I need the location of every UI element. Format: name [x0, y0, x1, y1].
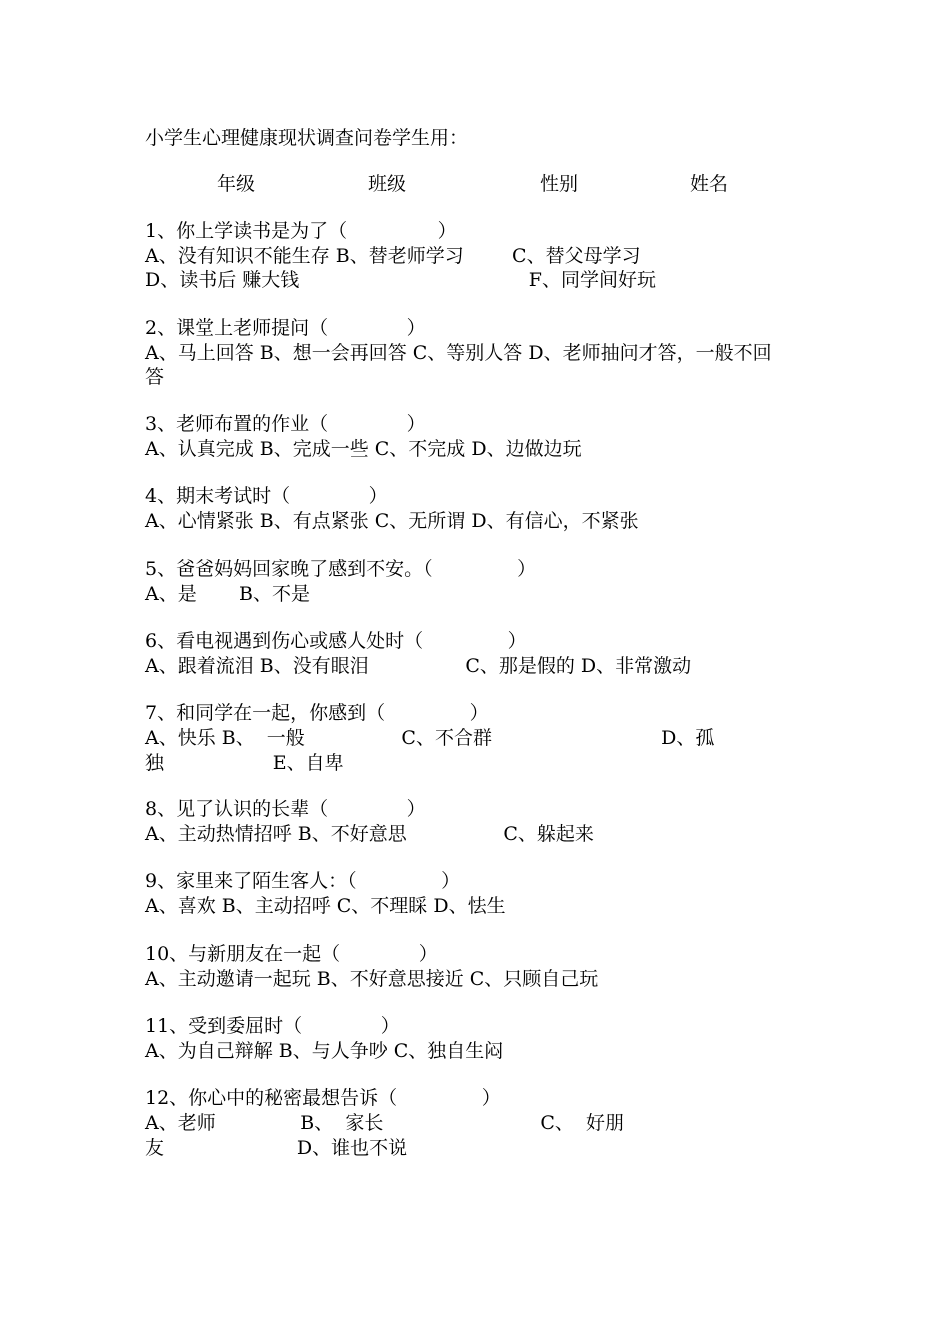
question-11-options-line-1: A、为自己辩解 B、与人争吵 C、独自生闷	[145, 1040, 504, 1062]
question-5-options-line-1: A、是 B、不是	[145, 583, 310, 605]
question-4-stem: 4、期末考试时（ ）	[145, 485, 388, 507]
question-2-stem: 2、课堂上老师提问（ ）	[145, 317, 426, 339]
question-2-options-line-2: 答	[145, 366, 165, 388]
question-1-options-line-2: D、读书后 赚大钱 F、同学间好玩	[145, 269, 656, 291]
question-12-stem: 12、你心中的秘密最想告诉（ ）	[145, 1087, 501, 1109]
question-5-stem: 5、爸爸妈妈回家晚了感到不安。（ ）	[145, 558, 537, 580]
question-7-stem: 7、和同学在一起，你感到（ ）	[145, 702, 489, 724]
question-1-stem: 1、你上学读书是为了（ ）	[145, 220, 457, 242]
question-1-options-line-1: A、没有知识不能生存 B、替老师学习 C、替父母学习	[145, 245, 641, 267]
question-6-stem: 6、看电视遇到伤心或感人处时（ ）	[145, 630, 527, 652]
question-4-options-line-1: A、心情紧张 B、有点紧张 C、无所谓 D、有信心，不紧张	[145, 510, 639, 532]
question-9-stem: 9、家里来了陌生客人：（ ）	[145, 870, 461, 892]
question-7-options-line-2: 独 E、自卑	[145, 752, 344, 774]
gender-field-label: 性别	[540, 173, 579, 195]
question-3-options-line-1: A、认真完成 B、完成一些 C、不完成 D、边做边玩	[145, 438, 582, 460]
grade-field-label: 年级	[217, 173, 256, 195]
question-10-stem: 10、与新朋友在一起（ ）	[145, 943, 438, 965]
question-10-options-line-1: A、主动邀请一起玩 B、不好意思接近 C、只顾自己玩	[145, 968, 599, 990]
question-8-stem: 8、见了认识的长辈（ ）	[145, 798, 426, 820]
question-12-options-line-1: A、老师 B、 家长 C、 好朋	[145, 1112, 624, 1134]
question-9-options-line-1: A、喜欢 B、主动招呼 C、不理睬 D、怯生	[145, 895, 506, 917]
question-11-stem: 11、受到委屈时（ ）	[145, 1015, 400, 1037]
question-2-options-line-1: A、马上回答 B、想一会再回答 C、等别人答 D、老师抽问才答，一般不回	[145, 342, 772, 364]
page-title: 小学生心理健康现状调查问卷学生用：	[145, 127, 469, 149]
question-7-options-line-1: A、快乐 B、 一般 C、不合群 D、孤	[145, 727, 715, 749]
question-6-options-line-1: A、跟着流泪 B、没有眼泪 C、那是假的 D、非常激动	[145, 655, 692, 677]
name-field-label: 姓名	[690, 173, 729, 195]
question-3-stem: 3、老师布置的作业（ ）	[145, 413, 426, 435]
question-12-options-line-2: 友 D、谁也不说	[145, 1137, 408, 1159]
question-8-options-line-1: A、主动热情招呼 B、不好意思 C、躲起来	[145, 823, 594, 845]
class-field-label: 班级	[368, 173, 407, 195]
